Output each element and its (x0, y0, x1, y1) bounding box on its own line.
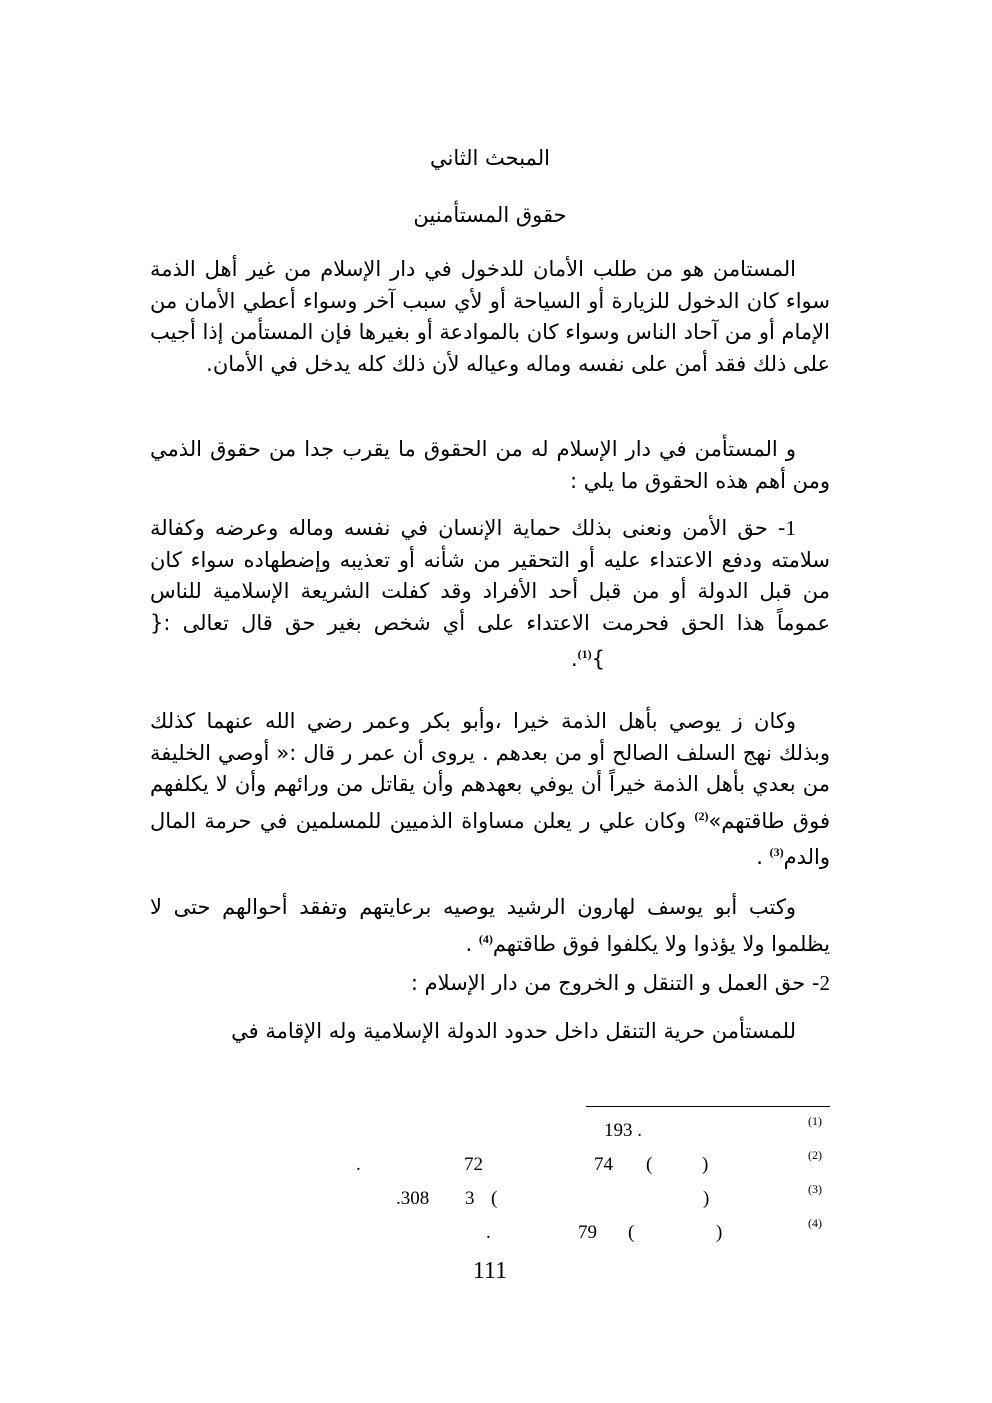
footnote-text: ( (646, 1154, 653, 1175)
footnote-ref-1[interactable]: (1) (577, 647, 592, 661)
brace-close: } (591, 647, 605, 671)
footnote-text: 3 (465, 1188, 475, 1209)
paragraph-text: - حق العمل و التنقل و الخروج من دار الإسلام : (410, 971, 820, 995)
paragraph-dhimmi-care (150, 706, 830, 874)
paragraph-right-security (150, 513, 830, 676)
footnote-1 (150, 1114, 830, 1148)
footnote-text: ) (703, 1188, 710, 1209)
footnote-3 (150, 1182, 830, 1216)
paragraph-text: وكان ز يوصي بأهل الذمة خيرا ،وأبو بكر وعمر رضي الله عنهما كذلك وبذلك نهج السلف الصالح أو من بعدهم . يروى أن عمر ر قال :« أوصي الخليفة من بعدي بأهل الذمة خيراً أن يوفي بعهدهم وأن يقاتل من ورائهم وأن لا يكلفهم فوق طاقتهم» (150, 709, 830, 833)
footnote-text: 193 . (604, 1120, 642, 1141)
footnote-text: . (486, 1222, 491, 1243)
paragraph-text: وكتب أبو يوسف لهارون الرشيد يوصيه برعايتهم وتفقد أحوالهم حتى لا يظلموا ولا يؤذوا ولا يكلفوا فوق طاقتهم (150, 895, 830, 956)
section-title: المبحث الثاني (430, 146, 550, 170)
paragraph-definition: المستامن هو من طلب الأمان للدخول في دار الإسلام من غير أهل الذمة سواء كان الدخول للزيارة أو السياحة أو لأي سبب آخر وسواء أعطي الأمان من الإمام أو من آحاد الناس وسواء كان بالموادعة أو بغيرها فإن المستأمن إذا أجيب على ذلك فقد أمن على نفسه وماله وعياله لأن ذلك كله يدخل في الأمان. (150, 257, 830, 376)
footnote-text: 72 (464, 1154, 483, 1175)
period: . (756, 845, 770, 869)
footnote-ref-2[interactable]: (2) (694, 808, 709, 823)
paragraph-text: - حق الأمن ونعنى بذلك حماية الإنسان في نفسه وماله وعرضه وكفالة سلامته ودفع الاعتداء عليه أو التحقير من شأنه أو تعذيبه وإضطهاده سواء كان من قبل الدولة أو من قبل أحد الأفراد وقد كفلت الشريعة الإسلامية للناس عموماً هذا الحق فحرمت الاعتداء على أي شخص بغير حق قال تعالى :{ (150, 516, 830, 635)
list-number: 1 (785, 516, 796, 540)
footnote-ref-3[interactable]: (3) (769, 845, 784, 859)
footnote-2 (150, 1148, 830, 1182)
footnote-mark: (3) (808, 1182, 822, 1196)
page-number: 111 (472, 1258, 508, 1284)
footnote-text: . (356, 1154, 361, 1175)
document-page (150, 0, 830, 1403)
paragraph-movement-freedom: للمستأمن حرية التنقل داخل حدود الدولة الإسلامية وله الإقامة في (231, 1019, 796, 1043)
footnote-mark: (4) (808, 1216, 822, 1230)
chapter-title: حقوق المستأمنين (413, 203, 567, 227)
footnote-text: 79 (578, 1222, 597, 1243)
paragraph-text: وكان علي ر يعلن مساواة الذميين للمسلمين في حرمة المال والدم (150, 808, 830, 869)
footnote-ref-4[interactable]: (4) (478, 931, 493, 946)
paragraph-rights-intro: و المستأمن في دار الإسلام له من الحقوق ما يقرب جدا من حقوق الذمي ومن أهم هذه الحقوق ما يلي : (150, 437, 830, 493)
footnote-text: ( (491, 1188, 498, 1209)
footnote-mark: (2) (808, 1148, 822, 1162)
footnote-separator (586, 1106, 830, 1107)
footnote-text: 74 (594, 1154, 613, 1175)
footnote-text: ) (702, 1154, 709, 1175)
footnote-text: ( (628, 1222, 635, 1243)
paragraph-abu-yusuf (150, 892, 830, 960)
list-number: 2 (819, 971, 830, 995)
period: . (465, 931, 479, 956)
period: . (570, 647, 578, 671)
footnote-4 (150, 1216, 830, 1250)
footnote-text: .308 (396, 1188, 430, 1209)
footnote-text: ) (716, 1222, 723, 1243)
footnote-mark: (1) (808, 1114, 822, 1128)
paragraph-right-movement (150, 968, 830, 1000)
